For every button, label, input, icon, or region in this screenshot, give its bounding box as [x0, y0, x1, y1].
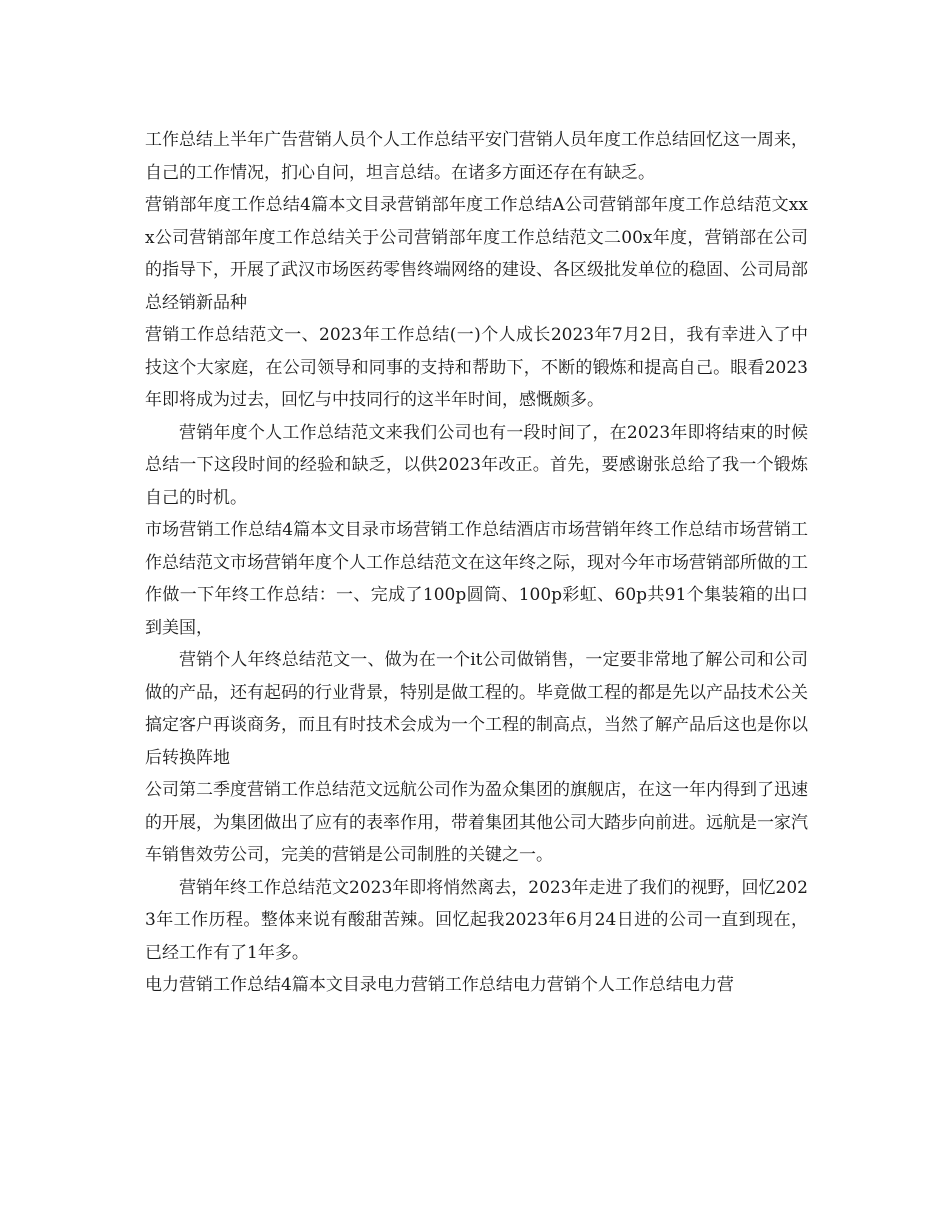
- paragraph-2: 营销部年度工作总结4篇本文目录营销部年度工作总结A公司营销部年度工作总结范文xxx公司营销部年度工作总结关于公司营销部年度工作总结范文二00x年度，营销部在公司的指导下，开展了武汉市场医药零售终端网络的建设、各区级批发单位的稳固、公司局部总经销新品种: [145, 195, 808, 313]
- paragraph-4: 营销年度个人工作总结范文来我们公司也有一段时间了，在2023年即将结束的时候总结一下这段时间的经验和缺乏，以供2023年改正。首先，要感谢张总给了我一个锻炼自己的时机。: [145, 422, 808, 508]
- paragraph-5: 市场营销工作总结4篇本文目录市场营销工作总结酒店市场营销年终工作总结市场营销工作总结范文市场营销年度个人工作总结范文在这年终之际，现对今年市场营销部所做的工作做一下年终工作总结：一、完成了100p圆筒、100p彩虹、60p共91个集装箱的出口到美国，: [145, 520, 808, 638]
- paragraph-9: 电力营销工作总结4篇本文目录电力营销工作总结电力营销个人工作总结电力营: [145, 975, 734, 995]
- document-body: [145, 124, 808, 1002]
- paragraph-7: 公司第二季度营销工作总结范文远航公司作为盈众集团的旗舰店，在这一年内得到了迅速的开展，为集团做出了应有的表率作用，带着集团其他公司大踏步向前进。远航是一家汽车销售效劳公司，完美的营销是公司制胜的关键之一。: [145, 780, 808, 865]
- paragraph-1: 工作总结上半年广告营销人员个人工作总结平安门营销人员年度工作总结回忆这一周来，自己的工作情况，扪心自问，坦言总结。在诸多方面还存在有缺乏。: [145, 130, 808, 183]
- paragraph-6: 营销个人年终总结范文一、做为在一个it公司做销售，一定要非常地了解公司和公司做的产品，还有起码的行业背景，特别是做工程的。毕竟做工程的都是先以产品技术公关搞定客户再谈商务，而且有时技术会成为一个工程的制高点，当然了解产品后这也是你以后转换阵地: [145, 650, 808, 768]
- paragraph-3: 营销工作总结范文一、2023年工作总结(一)个人成长2023年7月2日，我有幸进入了中技这个大家庭，在公司领导和同事的支持和帮助下，不断的锻炼和提高自己。眼看2023年即将成为过去，回忆与中技同行的这半年时间，感慨颇多。: [145, 325, 808, 410]
- paragraph-8: 营销年终工作总结范文2023年即将悄然离去，2023年走进了我们的视野，回忆2023年工作历程。整体来说有酸甜苦辣。回忆起我2023年6月24日进的公司一直到现在，已经工作有了1年多。: [145, 877, 808, 963]
